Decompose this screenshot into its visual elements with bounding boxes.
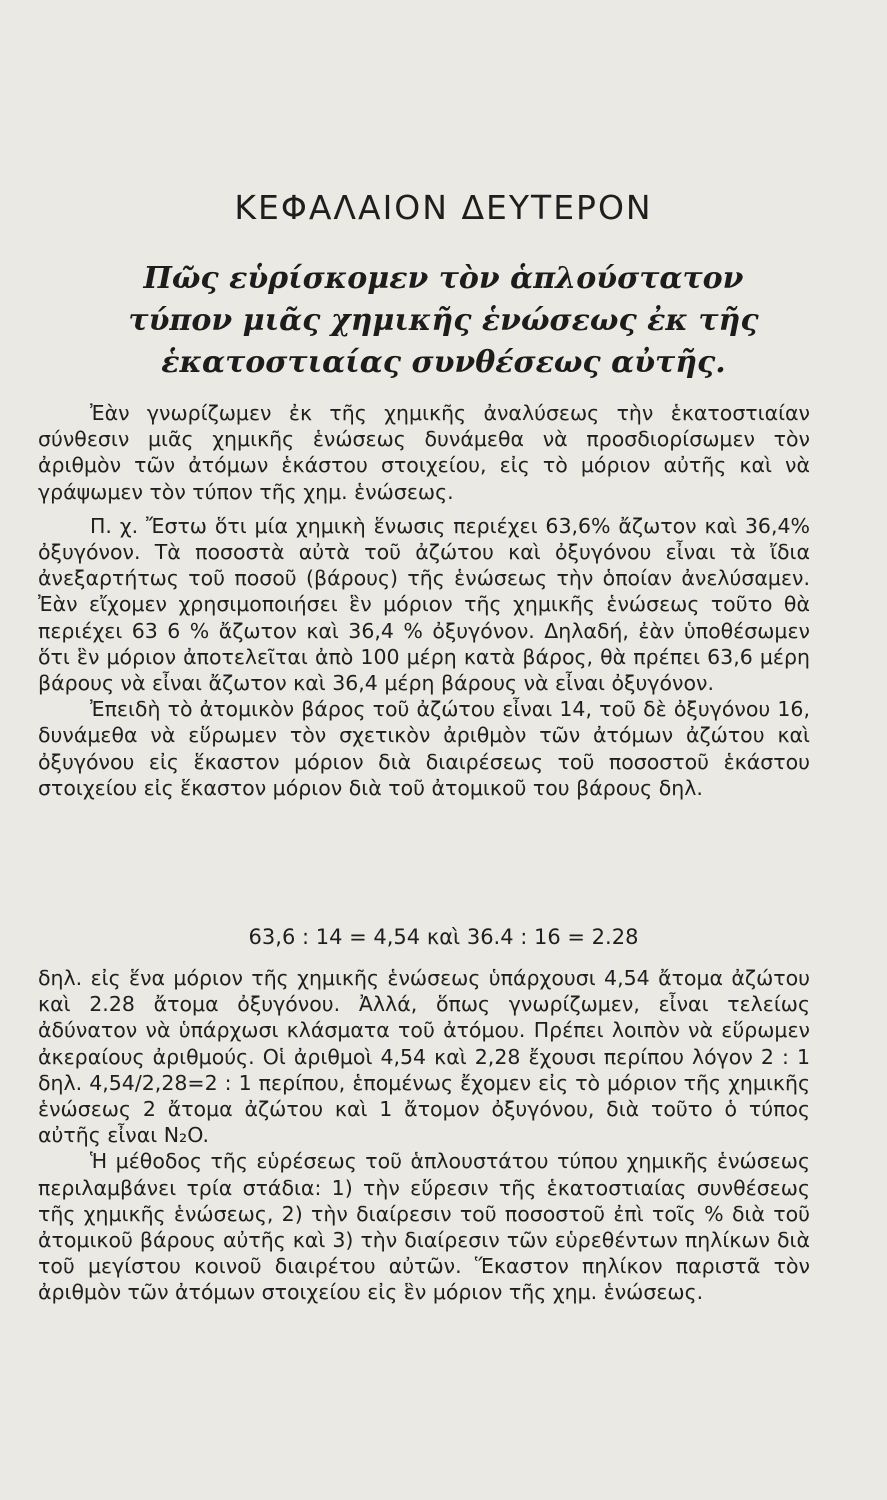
paragraph-4: δηλ. εἰς ἕνα μόριον τῆς χημικῆς ἑνώσεως ὑπάρχουσι 4,54 ἄτομα ἀζώτου καὶ 2.28 ἄτομα ὀξυγόνου. Ἀλλά, ὅπως γνωρίζωμεν, εἶναι τελείως ἀδύνατον νὰ ὑπάρχωσι κλάσματα τοῦ ἀτόμου. Πρέπει λοιπὸν νὰ εὕρωμεν ἀκεραίους ἀριθμούς. Οἱ ἀριθμοὶ 4,54 καὶ 2,28 ἔχουσι περίπου λόγον 2 : 1 δηλ. 4,54/2,28=2 : 1 περίπου, ἑπομένως ἔχομεν εἰς τὸ μόριον τῆς χημικῆς ἑνώσεως 2 ἄτομα ἀζώτου καὶ 1 ἄτομον ὀξυγόνου, διὰ τοῦτο ὁ τύπος αὐτῆς εἶναι N₂O. [38, 966, 810, 1148]
body-text-bottom [38, 965, 810, 1306]
chapter-heading: ΚΕΦΑΛΑΙΟΝ ΔΕΥΤΕΡΟΝ [234, 188, 653, 227]
body-text-top [38, 400, 810, 801]
paragraph-1: Ἐὰν γνωρίζωμεν ἐκ τῆς χημικῆς ἀναλύσεως τὴν ἑκατοστιαίαν σύνθεσιν μιᾶς χημικῆς ἑνώσεως δυνάμεθα νὰ προσδιορίσωμεν τὸν ἀριθμὸν τῶν ἀτόμων ἑκάστου στοιχείου, εἰς τὸ μόριον αὐτῆς καὶ νὰ γράψωμεν τὸν τύπον τῆς χημ. ἑνώσεως. [38, 401, 810, 504]
paragraph-5: Ἡ μέθοδος τῆς εὑρέσεως τοῦ ἁπλουστάτου τύπου χημικῆς ἑνώσεως περιλαμβάνει τρία στάδια: 1) τὴν εὕρεσιν τῆς ἑκατοστιαίας συνθέσεως τῆς χημικῆς ἑνώσεως, 2) τὴν διαίρεσιν τοῦ ποσοστοῦ ἐπὶ τοῖς % διὰ τοῦ ἀτομικοῦ βάρους αὐτῆς καὶ 3) τὴν διαίρεσιν τῶν εὑρεθέντων πηλίκων διὰ τοῦ μεγίστου κοινοῦ διαιρέτου αὐτῶν. Ἕκαστον πηλίκον παριστᾶ τὸν ἀριθμὸν τῶν ἀτόμων στοιχείου εἰς ἓν μόριον τῆς χημ. ἑνώσεως. [38, 1149, 810, 1305]
paragraph-2: Π. χ. Ἔστω ὅτι μία χημικὴ ἕνωσις περιέχει 63,6% ἄζωτον καὶ 36,4% ὀξυγόνον. Τὰ ποσοστὰ αὐτὰ τοῦ ἀζώτου καὶ ὀξυγόνου εἶναι τὰ ἴδια ἀνεξαρτήτως τοῦ ποσοῦ (βάρους) τῆς ἑνώσεως τὴν ὁποίαν ἀνελύσαμεν. Ἐὰν εἴχομεν χρησιμοποιήσει ἓν μόριον τῆς χημικῆς ἑνώσεως τοῦτο θὰ περιέχει 63 6 % ἄζωτον καὶ 36,4 % ὀξυγόνον. Δηλαδή, ἐὰν ὑποθέσωμεν ὅτι ἓν μόριον ἀποτελεῖται ἀπὸ 100 μέρη κατὰ βάρος, θὰ πρέπει 63,6 μέρη βάρους νὰ εἶναι ἄζωτον καὶ 36,4 μέρη βάρους νὰ εἶναι ὀξυγόνον. [38, 513, 810, 696]
equation: 63,6 : 14 = 4,54 καὶ 36.4 : 16 = 2.28 [248, 925, 639, 949]
paragraph-3: Ἐπειδὴ τὸ ἀτομικὸν βάρος τοῦ ἀζώτου εἶναι 14, τοῦ δὲ ὀξυγόνου 16, δυνάμεθα νὰ εὕρωμεν τὸν σχετικὸν ἀριθμὸν τῶν ἀτόμων ἀζώτου καὶ ὀξυγόνου εἰς ἕκαστον μόριον διὰ διαιρέσεως τοῦ ποσοστοῦ ἑκάστου στοιχείου εἰς ἕκαστον μόριον διὰ τοῦ ἀτομικοῦ του βάρους δηλ. [38, 697, 810, 800]
section-title: Πῶς εὑρίσκομεν τὸν ἁπλούστατον τύπον μιᾶς χημικῆς ἑνώσεως ἐκ τῆς ἑκατοστιαίας συνθέσεως αὐτῆς. [128, 261, 759, 380]
